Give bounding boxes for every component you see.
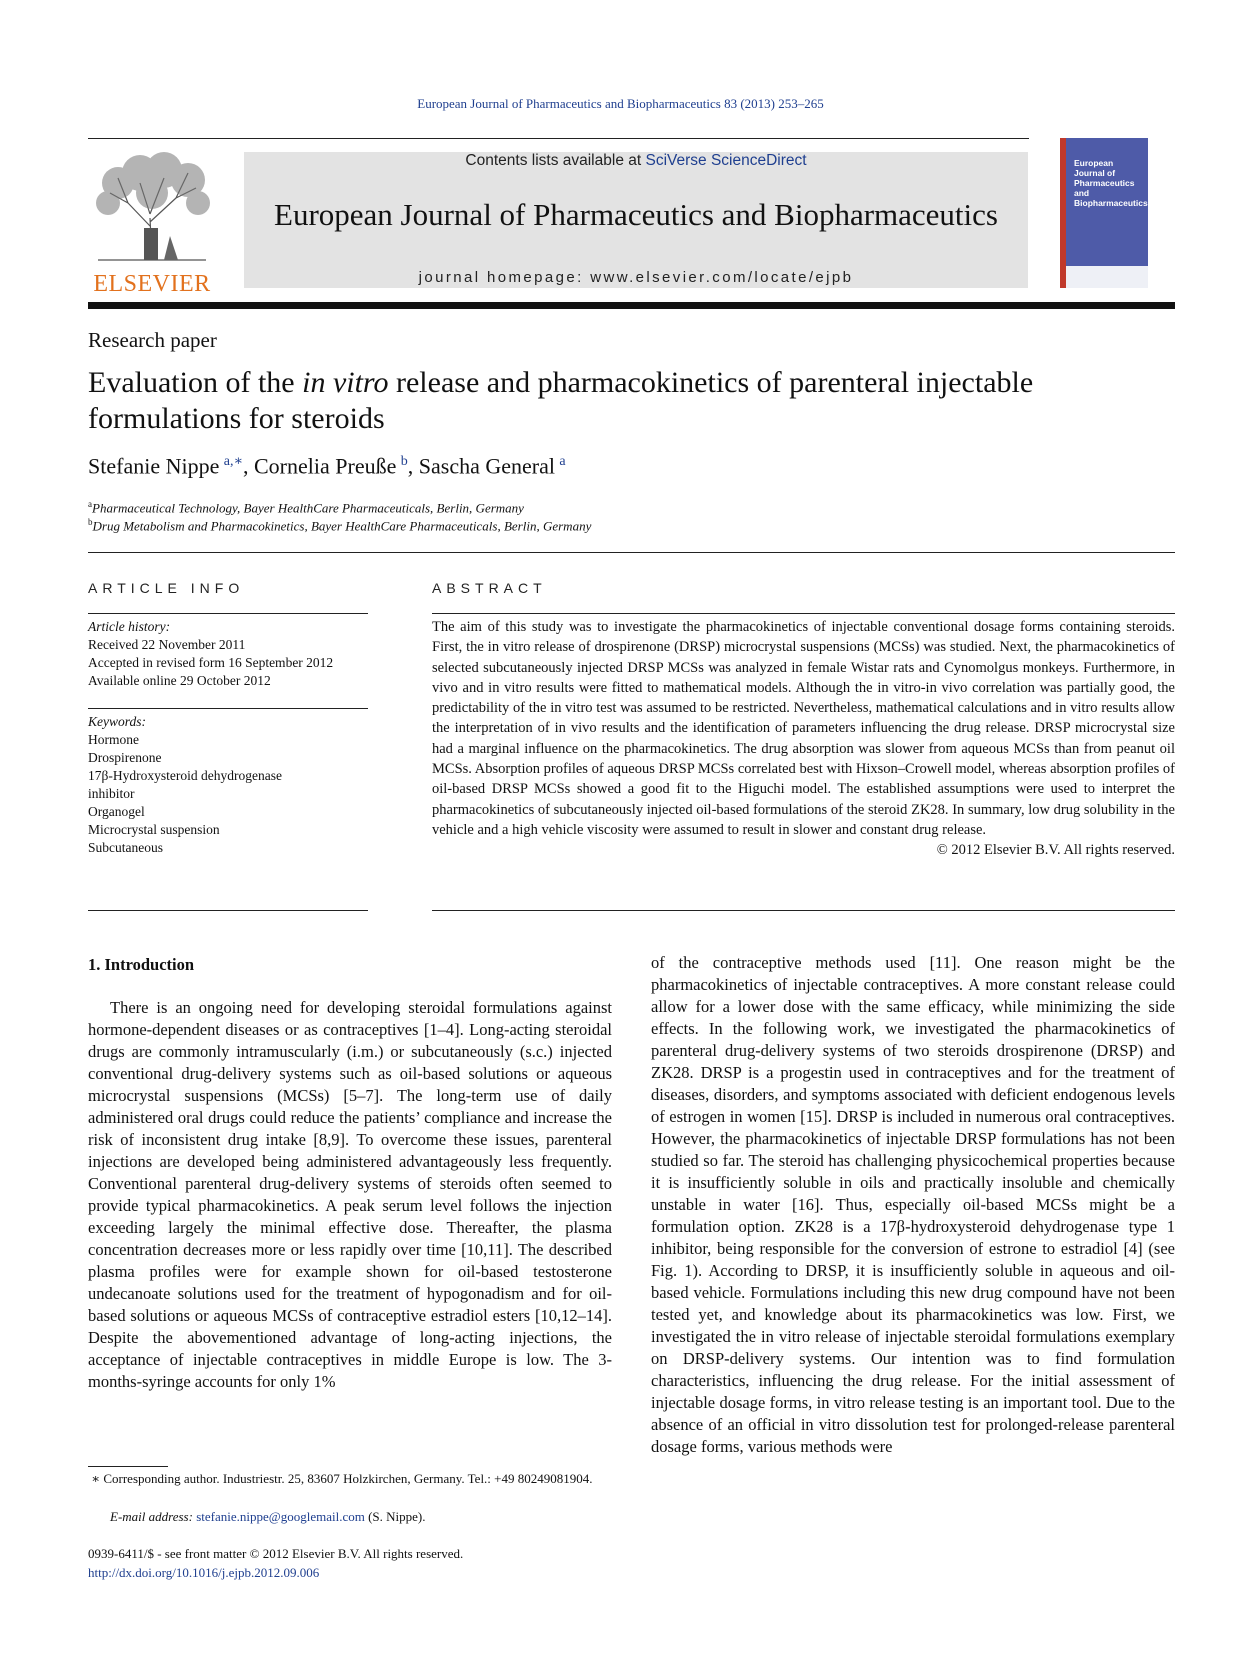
article-title — [88, 365, 1175, 437]
author-affil-marker[interactable]: a — [559, 454, 566, 469]
footnote-rule — [88, 1466, 168, 1467]
email-label: E-mail address: — [110, 1509, 193, 1524]
abstract-rule — [432, 613, 1175, 614]
header-thick-rule — [88, 302, 1175, 309]
author-name[interactable]: Stefanie Nippe — [88, 453, 220, 479]
keyword: Hormone — [88, 732, 139, 747]
affiliation-marker: b — [88, 517, 93, 527]
elsevier-logo[interactable] — [88, 148, 216, 298]
header-rule — [88, 138, 1029, 139]
doi-link[interactable]: http://dx.doi.org/10.1016/j.ejpb.2012.09.006 — [88, 1565, 320, 1580]
journal-citation[interactable]: European Journal of Pharmaceutics and Biopharmaceutics 83 (2013) 253–265 — [417, 96, 824, 111]
corresponding-author-footnote — [88, 1470, 612, 1488]
affiliation — [88, 499, 524, 516]
abstract-text: The aim of this study was to investigate the pharmacokinetics of injectable conventional dosage forms containing steroids. First, the in vitro release of drospirenone (DRSP) microcrystal suspensions (MCSs) was studied. Next, the pharmacokinetics of selected subcutaneously injected DRSP MCSs was analyzed in female Wistar rats and Cynomolgus monkeys. Furthermore, in vivo and in vitro results were fitted to mathematical models. Although the in vitro-in vivo correlation was partially good, the predictability of the in vitro test was assumed to be restricted. Nevertheless, mathematical calculations and in vitro results allow the interpretation of in vivo results and the identification of parameters influencing the drug release. DRSP microcrystal size had a marginal influence on the pharmacokinetics. The drug absorption was slower from aqueous MCSs than from peanut oil MCSs. Absorption profiles of aqueous DRSP MCSs correlated best with Hixson–Crowell model, whereas absorption profiles of oil-based DRSP MCSs showed a good fit to the Higuchi model. The established assumptions were used to interpret the pharmacokinetics of subcutaneously injected oil-based formulations of the steroid ZK28. In summary, low drug solubility in the vehicle and a high vehicle viscosity were assumed to result in slower and constant drug release. — [432, 619, 1175, 838]
email-suffix: (S. Nippe). — [368, 1509, 426, 1524]
issn-line: 0939-6411/$ - see front matter © 2012 Elsevier B.V. All rights reserved. — [88, 1546, 464, 1561]
footnote-marker: ∗ — [91, 1471, 101, 1486]
article-info-rule — [88, 708, 368, 709]
title-part: Evaluation of the — [88, 366, 303, 399]
email-link[interactable]: stefanie.nippe@googlemail.com — [196, 1509, 365, 1524]
author-name[interactable]: Cornelia Preuße — [254, 453, 397, 479]
sciencedirect-link[interactable]: SciVerse ScienceDirect — [645, 152, 807, 169]
journal-cover-image[interactable] — [1060, 138, 1148, 288]
keywords — [88, 713, 368, 857]
intro-left-column: There is an ongoing need for developing steroidal formulations against hormone-dependent diseases or as contraceptives [1–4]. Long-acting steroidal drugs are commonly intramuscularly (i.m.) or subcutaneously (s.c.) injected conventional drug-delivery systems such as oil-based solutions or aqueous microcrystal suspensions (MCSs) [5–7]. The long-term use of daily administered oral drugs could reduce the patients’ compliance and increase the risk of inconsistent drug intake [8,9]. To overcome these issues, parenteral injections are developed being administered advantageously less frequently. Conventional parenteral drug-delivery systems of steroids often seemed to provide typical pharmacokinetics. A peak serum level follows the injection exceeding largely the minimal effective dose. Thereafter, the plasma concentration decreases more or less rapidly over time [10,11]. The described plasma profiles were for example shown for oil-based testosterone undecanoate solutions used for the treatment of hypogonadism and for oil-based solutions or aqueous MCSs of contraceptive estradiol esters [10,12–14]. Despite the abovementioned advantage of long-acting injections, the acceptance of injectable contraceptives in middle Europe is low. The 3-months-syringe accounts for only 1% — [88, 998, 612, 1391]
article-info-rule — [88, 910, 368, 911]
abstract-heading: ABSTRACT — [432, 580, 547, 596]
affiliation-text: Drug Metabolism and Pharmacokinetics, Bayer HealthCare Pharmaceuticals, Berlin, Germany — [92, 518, 592, 534]
affiliation-marker: a — [88, 499, 92, 509]
keyword: Subcutaneous — [88, 840, 163, 855]
history-item: Available online 29 October 2012 — [88, 673, 271, 688]
keyword: Microcrystal suspension — [88, 822, 220, 837]
history-label: Article history: — [88, 619, 171, 634]
abstract-rule — [432, 910, 1175, 911]
section-rule — [88, 552, 1175, 553]
abstract-copyright: © 2012 Elsevier B.V. All rights reserved. — [936, 842, 1175, 859]
affiliation — [88, 517, 591, 534]
abstract-body — [432, 617, 1175, 861]
cover-title: European Journal of Pharmaceutics and Biopharmaceutics — [1074, 158, 1148, 208]
article-history — [88, 618, 368, 690]
keywords-label: Keywords: — [88, 714, 146, 729]
front-matter — [88, 1544, 463, 1582]
keyword: Organogel — [88, 804, 145, 819]
affiliation-text: Pharmaceutical Technology, Bayer HealthCare Pharmaceuticals, Berlin, Germany — [92, 500, 524, 516]
article-info-rule — [88, 613, 368, 614]
email-footnote — [110, 1508, 634, 1526]
author-affil-marker[interactable]: a,∗ — [223, 454, 243, 469]
title-part: release and pharmacokinetics of parenteral injectable formulations for steroids — [88, 366, 1034, 435]
cover-footer — [1066, 266, 1148, 288]
contents-line — [244, 152, 1028, 170]
author-affil-marker[interactable]: b — [400, 454, 408, 469]
journal-homepage[interactable]: journal homepage: www.elsevier.com/locate/ejpb — [418, 269, 854, 286]
elsevier-tree-icon — [88, 148, 216, 266]
author-list: Stefanie Nippe $^{a,∗}$, Cornelia Preuße $^b$, Sascha General $^a$ — [88, 453, 566, 479]
title-italic: in vitro — [302, 366, 389, 399]
section-heading: 1. Introduction — [88, 955, 195, 974]
article-type: Research paper — [88, 328, 217, 352]
keyword: 17β-Hydroxysteroid dehydrogenase — [88, 768, 282, 783]
keyword: inhibitor — [88, 786, 135, 801]
intro-right-column: of the contraceptive methods used [11]. One reason might be the pharmacokinetics of injectable contraceptives. A more constant release could allow for a lower dose with the same efficacy, while minimizing the side effects. In the following work, we investigated the pharmacokinetics of parenteral drug-delivery systems of two steroids drospirenone (DRSP) and ZK28. DRSP is a progestin used in contraceptives and for the treatment of diseases, disorders, and symptoms associated with deficient endogenous levels of estrogen in women [15]. DRSP is included in numerous oral contraceptives. However, the pharmacokinetics of injectable DRSP formulations has not been studied so far. The steroid has challenging physicochemical properties because it is insufficiently soluble in oils and practically insoluble and chemically unstable in water [16]. Thus, especially oil-based MCSs might be a formulation option. ZK28 is a 17β-hydroxysteroid dehydrogenase type 1 inhibitor, being responsible for the conversion of estrone to estradiol [4] (see Fig. 1). According to DRSP, it is insufficiently soluble in aqueous and oil-based vehicle. Formulations including this new drug compound have not been tested yet, and knowledge about its pharmacokinetics was low. First, we investigated the in vitro release of injectable steroidal formulations exemplary on DRSP-delivery systems. Our intention was to find formulation characteristics, influencing the drug release. For the initial assessment of injectable dosage forms, in vitro release testing is an important tool. Due to the absence of an official in vitro dissolution test for prolonged-release parenteral dosage forms, various methods were — [651, 953, 1175, 1456]
contents-prefix: Contents lists available at — [465, 152, 646, 169]
footnote-text: Corresponding author. Industriestr. 25, 83607 Holzkirchen, Germany. Tel.: +49 80249081904. — [103, 1471, 593, 1486]
keyword: Drospirenone — [88, 750, 162, 765]
journal-name: European Journal of Pharmaceutics and Biopharmaceutics — [274, 197, 998, 232]
author-name[interactable]: Sascha General — [418, 453, 555, 479]
article-info-heading: ARTICLE INFO — [88, 580, 245, 596]
history-item: Received 22 November 2011 — [88, 637, 246, 652]
history-item: Accepted in revised form 16 September 2012 — [88, 655, 334, 670]
elsevier-wordmark: ELSEVIER — [93, 271, 211, 297]
